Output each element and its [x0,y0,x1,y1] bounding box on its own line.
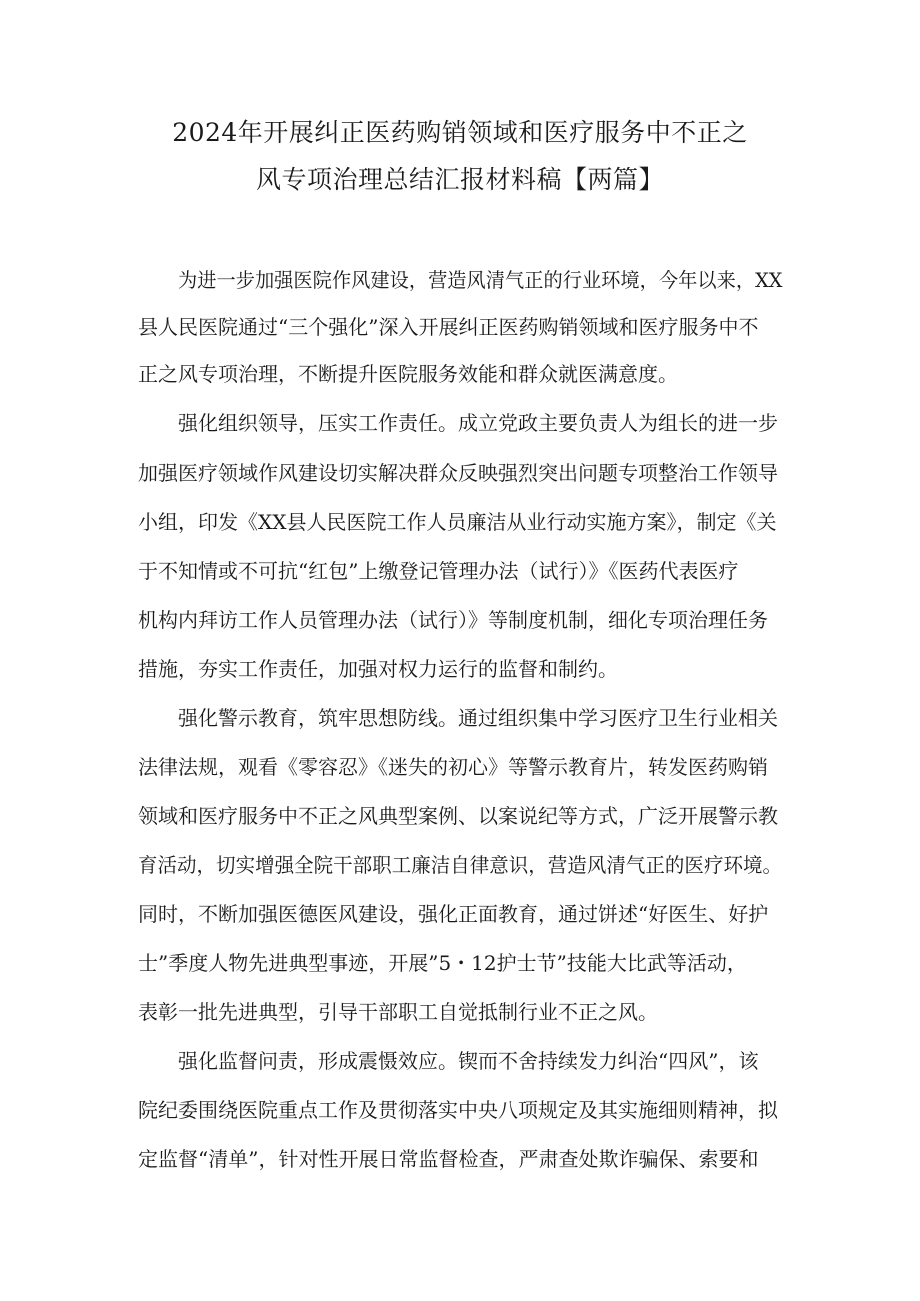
document-title-line-2: 风专项治理总结汇报材料稿【两篇】 [255,165,664,194]
paragraph-line: 强化监督问责，形成震慑效应。锲而不舍持续发力纠治“四风”，该 [178,1049,759,1073]
paragraph-line: 正之风专项治理，不断提升医院服务效能和群众就医满意度。 [138,362,678,386]
paragraph-line: 强化警示教育，筑牢思想防线。通过组织集中学习医疗卫生行业相关 [178,706,778,730]
paragraph-line: 院纪委围绕医院重点工作及贯彻落实中央八项规定及其实施细则精神，拟 [138,1098,778,1122]
paragraph-line: 为进一步加强医院作风建设，营造风清气正的行业环境，今年以来，XX [178,268,783,292]
document-title-line-1: 2024年开展纠正医药购销领域和医疗服务中不正之 [172,118,748,147]
paragraph-line: 同时，不断加强医德医风建设，强化正面教育，通过饼述“好医生、好护 [138,902,769,926]
paragraph-line: 小组，印发《XX县人民医院工作人员廉洁从业行动实施方案》，制定《关 [138,510,777,534]
paragraph-line: 于不知情或不可抗“红包”上缴登记管理办法（试行）》《医药代表医疗 [138,559,739,583]
paragraph-line: 定监督“清单”，针对性开展日常监督检查，严肃查处欺诈骗保、索要和 [138,1147,759,1171]
paragraph-line: 表彰一批先进典型，引导干部职工自觉抵制行业不正之风。 [138,1000,658,1024]
paragraph-line: 机构内拜访工作人员管理办法（试行）》等制度机制，细化专项治理任务 [138,608,768,632]
paragraph-line: 育活动，切实增强全院干部职工廉洁自律意识，营造风清气正的医疗环境。 [138,853,782,877]
paragraph-line: 措施，夯实工作责任，加强对权力运行的监督和制约。 [138,657,618,681]
paragraph-line: 领域和医疗服务中不正之风典型案例、以案说纪等方式，广泛开展警示教 [138,804,778,828]
paragraph-line: 加强医疗领域作风建设切实解决群众反映强烈突出问题专项整治工作领导 [138,461,778,485]
paragraph-line: 强化组织领导，压实工作责任。成立党政主要负责人为组长的进一步 [178,411,778,435]
paragraph-line: 士”季度人物先进典型事迹，开展”5・12护士节”技能大比武等活动， [138,951,747,975]
paragraph-line: 县人民医院通过“三个强化”深入开展纠正医药购销领域和医疗服务中不 [138,315,759,339]
paragraph-line: 法律法规，观看《零容忍》《迷失的初心》等警示教育片，转发医药购销 [138,755,768,779]
